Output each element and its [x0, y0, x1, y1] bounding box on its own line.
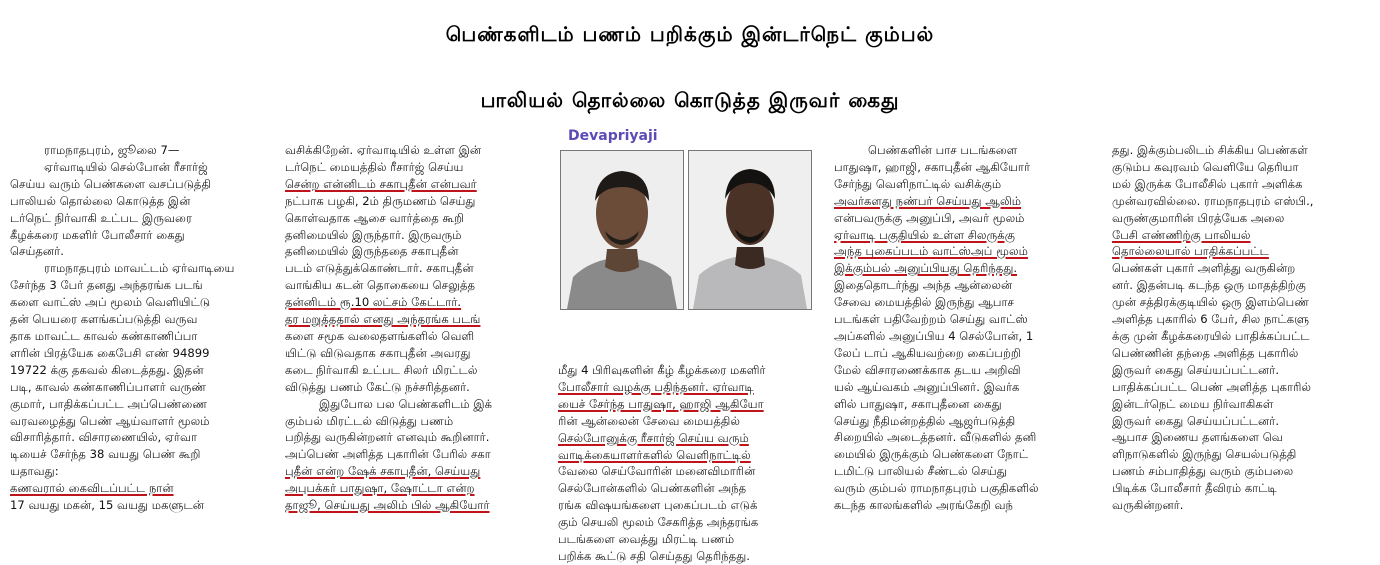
article-line: தாக மாவட்ட காவல் கண்காணிப்பா — [10, 328, 198, 343]
article-line: கணவரால் கைவிடப்பட்ட நான் — [10, 481, 174, 496]
article-line: வாங்கிய கடன் தொகையை செலுத்த — [285, 278, 476, 293]
article-line: என்பவருக்கு அனுப்பி, அவர் மூலம் — [834, 210, 1025, 225]
article-line: வருண்குமாரின் பிரத்யேக அலை — [1112, 210, 1285, 225]
article-line: தனிமையில் இருந்ததை சகாபுதீன் — [285, 244, 459, 259]
article-line: ராமநாதபுரம், ஜூலை 7— — [44, 143, 180, 157]
article-line: டர்நெட் நிர்வாகி உட்பட இருவரை — [10, 210, 193, 225]
article-line: 19722 க்கு தகவல் கிடைத்தது. இதன் — [10, 362, 204, 377]
article-line: வரவழைத்து பெண் ஆய்வாளர் மூலம் — [10, 413, 210, 428]
article-line: ஆபாச இணைய தளங்களை வெ — [1112, 430, 1283, 445]
article-line: வருகின்றனர். — [1112, 498, 1184, 513]
article-line: போலீசார் வழக்கு பதிந்தனர். ஏர்வாடி — [558, 379, 754, 394]
article-line: நட்பாக பழகி, 2ம் திருமணம் செய்து — [285, 193, 476, 208]
article-column-3 — [558, 362, 826, 563]
article-line: அபுபக்கர் பாதுஷா, ஷோட்டா என்ற — [285, 481, 475, 496]
article-line: க்கு முன் கீழக்கரையில் பாதிக்கப்பட்ட — [1112, 328, 1310, 343]
article-line: இருவர் கைது செய்யப்பட்டனர். — [1112, 362, 1280, 377]
article-column-4 — [834, 142, 1104, 542]
article-line: ளரின் பிரத்யேக கைபேசி எண் 94899 — [10, 345, 210, 360]
article-line: லேப் டாப் ஆகியவற்றை கைப்பற்றி — [834, 345, 1021, 360]
article-line: வேலை செய்வோரின் மனைவிமாரின் — [558, 464, 756, 479]
article-line: பணம் சம்பாதித்து வரும் கும்பலை — [1112, 464, 1294, 479]
article-line: ளிநாடுகளில் இருந்து செயல்படுத்தி — [1112, 447, 1297, 462]
article-line: களை வாட்ஸ் அப் மூலம் வெளியிட்டு — [10, 295, 211, 310]
article-line: யல் ஆய்வகம் அனுப்பினர். இவர்க — [834, 379, 1020, 394]
article-line: ஏர்வாடியில் செல்போன் ரீசார்ஜ் — [44, 159, 208, 174]
article-line: ளில் பாதுஷா, சகாபுதீனை கைது — [834, 396, 1002, 411]
person-portrait-icon — [561, 151, 683, 309]
article-line: பாதுஷா, ஹாஜி, சகாபுதீன் ஆகியோர் — [834, 159, 1031, 174]
article-line: டியைச் சேர்ந்த 38 வயது பெண் கூறி — [10, 447, 201, 462]
article-line: கீழக்கரை மகளிர் போலீசார் கைது — [10, 227, 185, 242]
article-line: பெண்களின் பாச படங்களை — [868, 143, 1018, 157]
article-line: விசாரித்தார். விசாரணையில், ஏர்வா — [10, 430, 198, 445]
article-line: செய்ய வரும் பெண்களை வசப்படுத்தி — [10, 176, 211, 191]
article-line: இதுபோல பல பெண்களிடம் இக் — [319, 396, 493, 411]
article-line: படி, காவல் கண்காணிப்பாளர் வருண் — [10, 379, 207, 394]
article-line: விடுத்து பணம் கேட்டு நச்சரித்தனர். — [285, 379, 470, 394]
article-line: வாடிக்கையாளர்களில் வெளிநாட்டில் — [558, 447, 751, 462]
article-line: பேசி எண்ணிற்கு பாலியல் — [1112, 227, 1251, 242]
article-line: னர். இதன்படி கடந்த ஒரு மாதத்திற்கு — [1112, 278, 1306, 293]
article-line: டர்நெட் மையத்தில் ரீசார்ஜ் செய்ய — [285, 159, 464, 174]
article-line: ராமநாதபுரம் மாவட்டம் ஏர்வாடியை — [44, 261, 235, 276]
article-line: செய்து நீதிமன்றத்தில் ஆஜர்படுத்தி — [834, 413, 1016, 428]
article-line: குமார், பாதிக்கப்பட்ட அப்பெண்ணை — [10, 396, 208, 411]
article-line: 17 வயது மகன், 15 வயது மகளுடன் — [10, 498, 204, 513]
article-line: பெண்கள் புகார் அளித்து வருகின்ற — [1112, 261, 1296, 276]
article-line: ரங்க விஷயங்களை புகைப்படம் எடுக் — [558, 498, 758, 513]
article-line: தன் பெயரை களங்கப்படுத்தி வருவ — [10, 312, 198, 327]
article-line: தனிமையில் இருந்தார். இருவரும் — [285, 227, 462, 242]
article-line: யதாவது: — [10, 464, 59, 479]
article-line: சென்ற என்னிடம் சகாபுதீன் என்பவர் — [285, 176, 477, 191]
article-line: குடும்ப கவுரவம் வெளியே தெரியா — [1112, 159, 1299, 174]
article-line: பெண்ணின் தந்தை அளித்த புகாரில் — [1112, 345, 1299, 360]
article-column-2 — [285, 142, 555, 542]
article-line: பறித்து வருகின்றனர் எனவும் கூறினார். — [285, 430, 490, 445]
article-line: அப்பெண் அளித்த புகாரின் பேரில் சகா — [285, 447, 491, 462]
article-line: தது. இக்கும்பலிடம் சிக்கிய பெண்கள் — [1112, 143, 1308, 157]
person-portrait-icon — [689, 151, 811, 309]
article-line: கும் செயலி மூலம் சேகரித்த அந்தரங்க — [558, 515, 759, 530]
article-line: இதைதொடர்ந்து அந்த ஆன்லைன் — [834, 278, 1013, 293]
article-line: தாஜூ, செய்யது அலிம் பில் ஆகியோர் — [285, 498, 490, 513]
article-line: முன்வரவில்லை. ராமநாதபுரம் எஸ்பி., — [1112, 193, 1314, 208]
article-line: அவர்களது நண்பர் செய்யது ஆலிம் — [834, 193, 1022, 208]
article-line: மேல் விசாரணைக்காக தடய அறிவி — [834, 362, 1021, 377]
article-line: யைச் சேர்ந்த பாதுஷா, ஹாஜி ஆகியோ — [558, 396, 764, 411]
headline-line-2: பாலியல் தொல்லை கொடுத்த இருவர் கைது — [480, 88, 900, 112]
article-line: செய்தனர். — [10, 244, 64, 259]
article-line: சேர்ந்த 3 பேர் தனது அந்தரங்க படங் — [10, 278, 203, 293]
article-line: படம் எடுத்துக்கொண்டார். சகாபுதீன் — [285, 261, 474, 276]
article-line: மீது 4 பிரிவுகளின் கீழ் கீழக்கரை மகளிர் — [558, 363, 766, 377]
article-line: அப்களில் அனுப்பிய 4 செல்போன், 1 — [834, 328, 1034, 343]
article-line: இருவர் கைது செய்யப்பட்டனர். — [1112, 413, 1280, 428]
article-line: ரின் ஆன்லைன் சேவை மையத்தில் — [558, 413, 741, 428]
photo-credit: Devapriyaji — [568, 128, 658, 144]
article-line: முன் சத்திரக்குடியில் ஒரு இளம்பெண் — [1112, 295, 1309, 310]
article-line: கடை நிர்வாகி உட்பட சிலர் மிரட்டல் — [285, 362, 478, 377]
article-line: இன்டர்நெட் மைய நிர்வாகிகள் — [1112, 396, 1274, 411]
article-line: மல் இருக்க போலீசில் புகார் அளிக்க — [1112, 176, 1303, 191]
article-line: படங்கள் பதிவேற்றம் செய்து வாட்ஸ் — [834, 312, 1028, 327]
article-line: அந்த புகைப்படம் வாட்ஸ்அப் மூலம் — [834, 244, 1028, 259]
article-line: சிறையில் அடைத்தனர். வீடுகளில் தனி — [834, 430, 1037, 445]
article-line: பறிக்க கூட்டு சதி செய்தது தெரிந்தது. — [558, 548, 750, 563]
article-line: சேர்ந்து வெளிநாட்டில் வசிக்கும் — [834, 176, 1002, 191]
article-line: படங்களை வைத்து மிரட்டி பணம் — [558, 532, 735, 547]
article-line: ஏர்வாடி பகுதியில் உள்ள சிலருக்கு — [834, 227, 1015, 242]
article-line: மையில் இருக்கும் பெண்களை நோட் — [834, 447, 1029, 462]
article-line: சேவை மையத்தில் இருந்து ஆபாச — [834, 295, 1014, 310]
article-line: வரும் கும்பல் ராமநாதபுரம் பகுதிகளில் — [834, 481, 1039, 496]
article-line: பாதிக்கப்பட்ட பெண் அளித்த புகாரில் — [1112, 379, 1312, 394]
headline-line-1: பெண்களிடம் பணம் பறிக்கும் இன்டர்நெட் கும்பல் — [445, 22, 935, 46]
article-line: கும்பல் மிரட்டல் விடுத்து பணம் — [285, 413, 454, 428]
article-line: தன்னிடம் ரூ.10 லட்சம் கேட்டார். — [285, 295, 462, 310]
article-line: வசிக்கிறேன். ஏர்வாடியில் உள்ள இன் — [285, 143, 482, 157]
accused-photo-left — [560, 150, 684, 310]
article-line: செல்போன்களில் பெண்களின் அந்த — [558, 481, 747, 496]
article-line: டமிட்டு பாலியல் சீண்டல் செய்து — [834, 464, 1007, 479]
article-line: களை சமூக வலைதளங்களில் வெளி — [285, 328, 475, 343]
article-line: தொல்லையால் பாதிக்கப்பட்ட — [1112, 244, 1269, 259]
article-line: யிட்டு விடுவதாக சகாபுதீன் அவரது — [285, 345, 471, 360]
article-column-1 — [10, 142, 278, 542]
article-line: பாலியல் தொல்லை கொடுத்த இன் — [10, 193, 191, 208]
article-line: தர மறுத்ததால் எனது அந்தரங்க படங் — [285, 312, 481, 327]
article-line: செல்போனுக்கு ரீசார்ஜ் செய்ய வரும் — [558, 430, 749, 445]
article-line: இக்கும்பல் அனுப்பியது தெரிந்தது. — [834, 261, 1018, 276]
article-column-5 — [1112, 142, 1376, 542]
article-line: கடந்த காலங்களில் அரங்கேறி வந் — [834, 498, 1013, 513]
accused-photo-right — [688, 150, 812, 310]
article-line: கொள்வதாக ஆசை வார்த்தை கூறி — [285, 210, 465, 225]
article-line: பிடிக்க போலீசார் தீவிரம் காட்டி — [1112, 481, 1277, 496]
article-line: புதீன் என்ற ஷேக் சகாபுதீன், செய்யது — [285, 464, 481, 479]
article-line: அளித்த புகாரில் 6 பேர், சில நாட்களு — [1112, 312, 1310, 327]
